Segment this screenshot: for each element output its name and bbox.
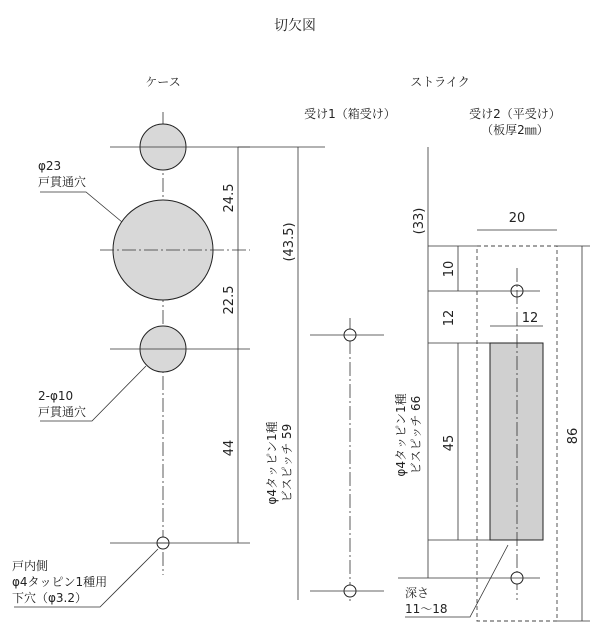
large-hole-size-label: φ23 [38,159,62,173]
box-screw-type-label: φ4タッピン1種 [265,421,279,505]
small-hole-size-label: 2-φ10 [38,389,74,403]
large-hole-leader [40,192,122,222]
strike-slot [490,343,543,540]
flat-strike-thickness: （板厚2㎜） [481,123,549,137]
slot-width-dim: 12 [521,311,539,326]
slot-gap-dim: 12 [442,309,457,327]
pin-screw-label: φ4タッピン1種用 [12,575,108,589]
strike-heading: ストライク [410,75,470,89]
depth-range-label: 11〜18 [405,602,448,616]
flat-screw-type-label: φ4タッピン1種 [394,393,408,477]
slot-height-dim: 45 [442,434,457,452]
plate-total-dim: 86 [566,427,581,445]
box-strike-heading: 受け1（箱受け） [304,107,396,121]
plate-width-dim: 20 [508,211,526,226]
depth-label: 深さ [405,586,430,600]
flat-screw-pitch-label: ビスピッチ 66 [409,395,423,475]
case-dim-44: 44 [222,439,237,457]
small-hole-type-label: 戸貫通穴 [38,405,87,419]
large-hole-type-label: 戸貫通穴 [38,175,87,189]
case-dim-22-5: 22.5 [222,285,237,315]
box-offset-dim: (43.5) [282,222,297,262]
plate-top-dim: 10 [442,260,457,278]
case-dim-24-5: 24.5 [222,183,237,213]
case-heading: ケース [145,75,181,89]
flat-strike-heading: 受け2（平受け） [469,107,561,121]
box-screw-pitch-label: ビスピッチ 59 [280,423,294,503]
pin-side-label: 戸内側 [12,559,49,573]
diagram-title: 切欠図 [274,18,316,34]
flat-offset-dim: (33) [412,207,427,235]
pin-pilot-label: 下穴（φ3.2） [12,591,88,605]
